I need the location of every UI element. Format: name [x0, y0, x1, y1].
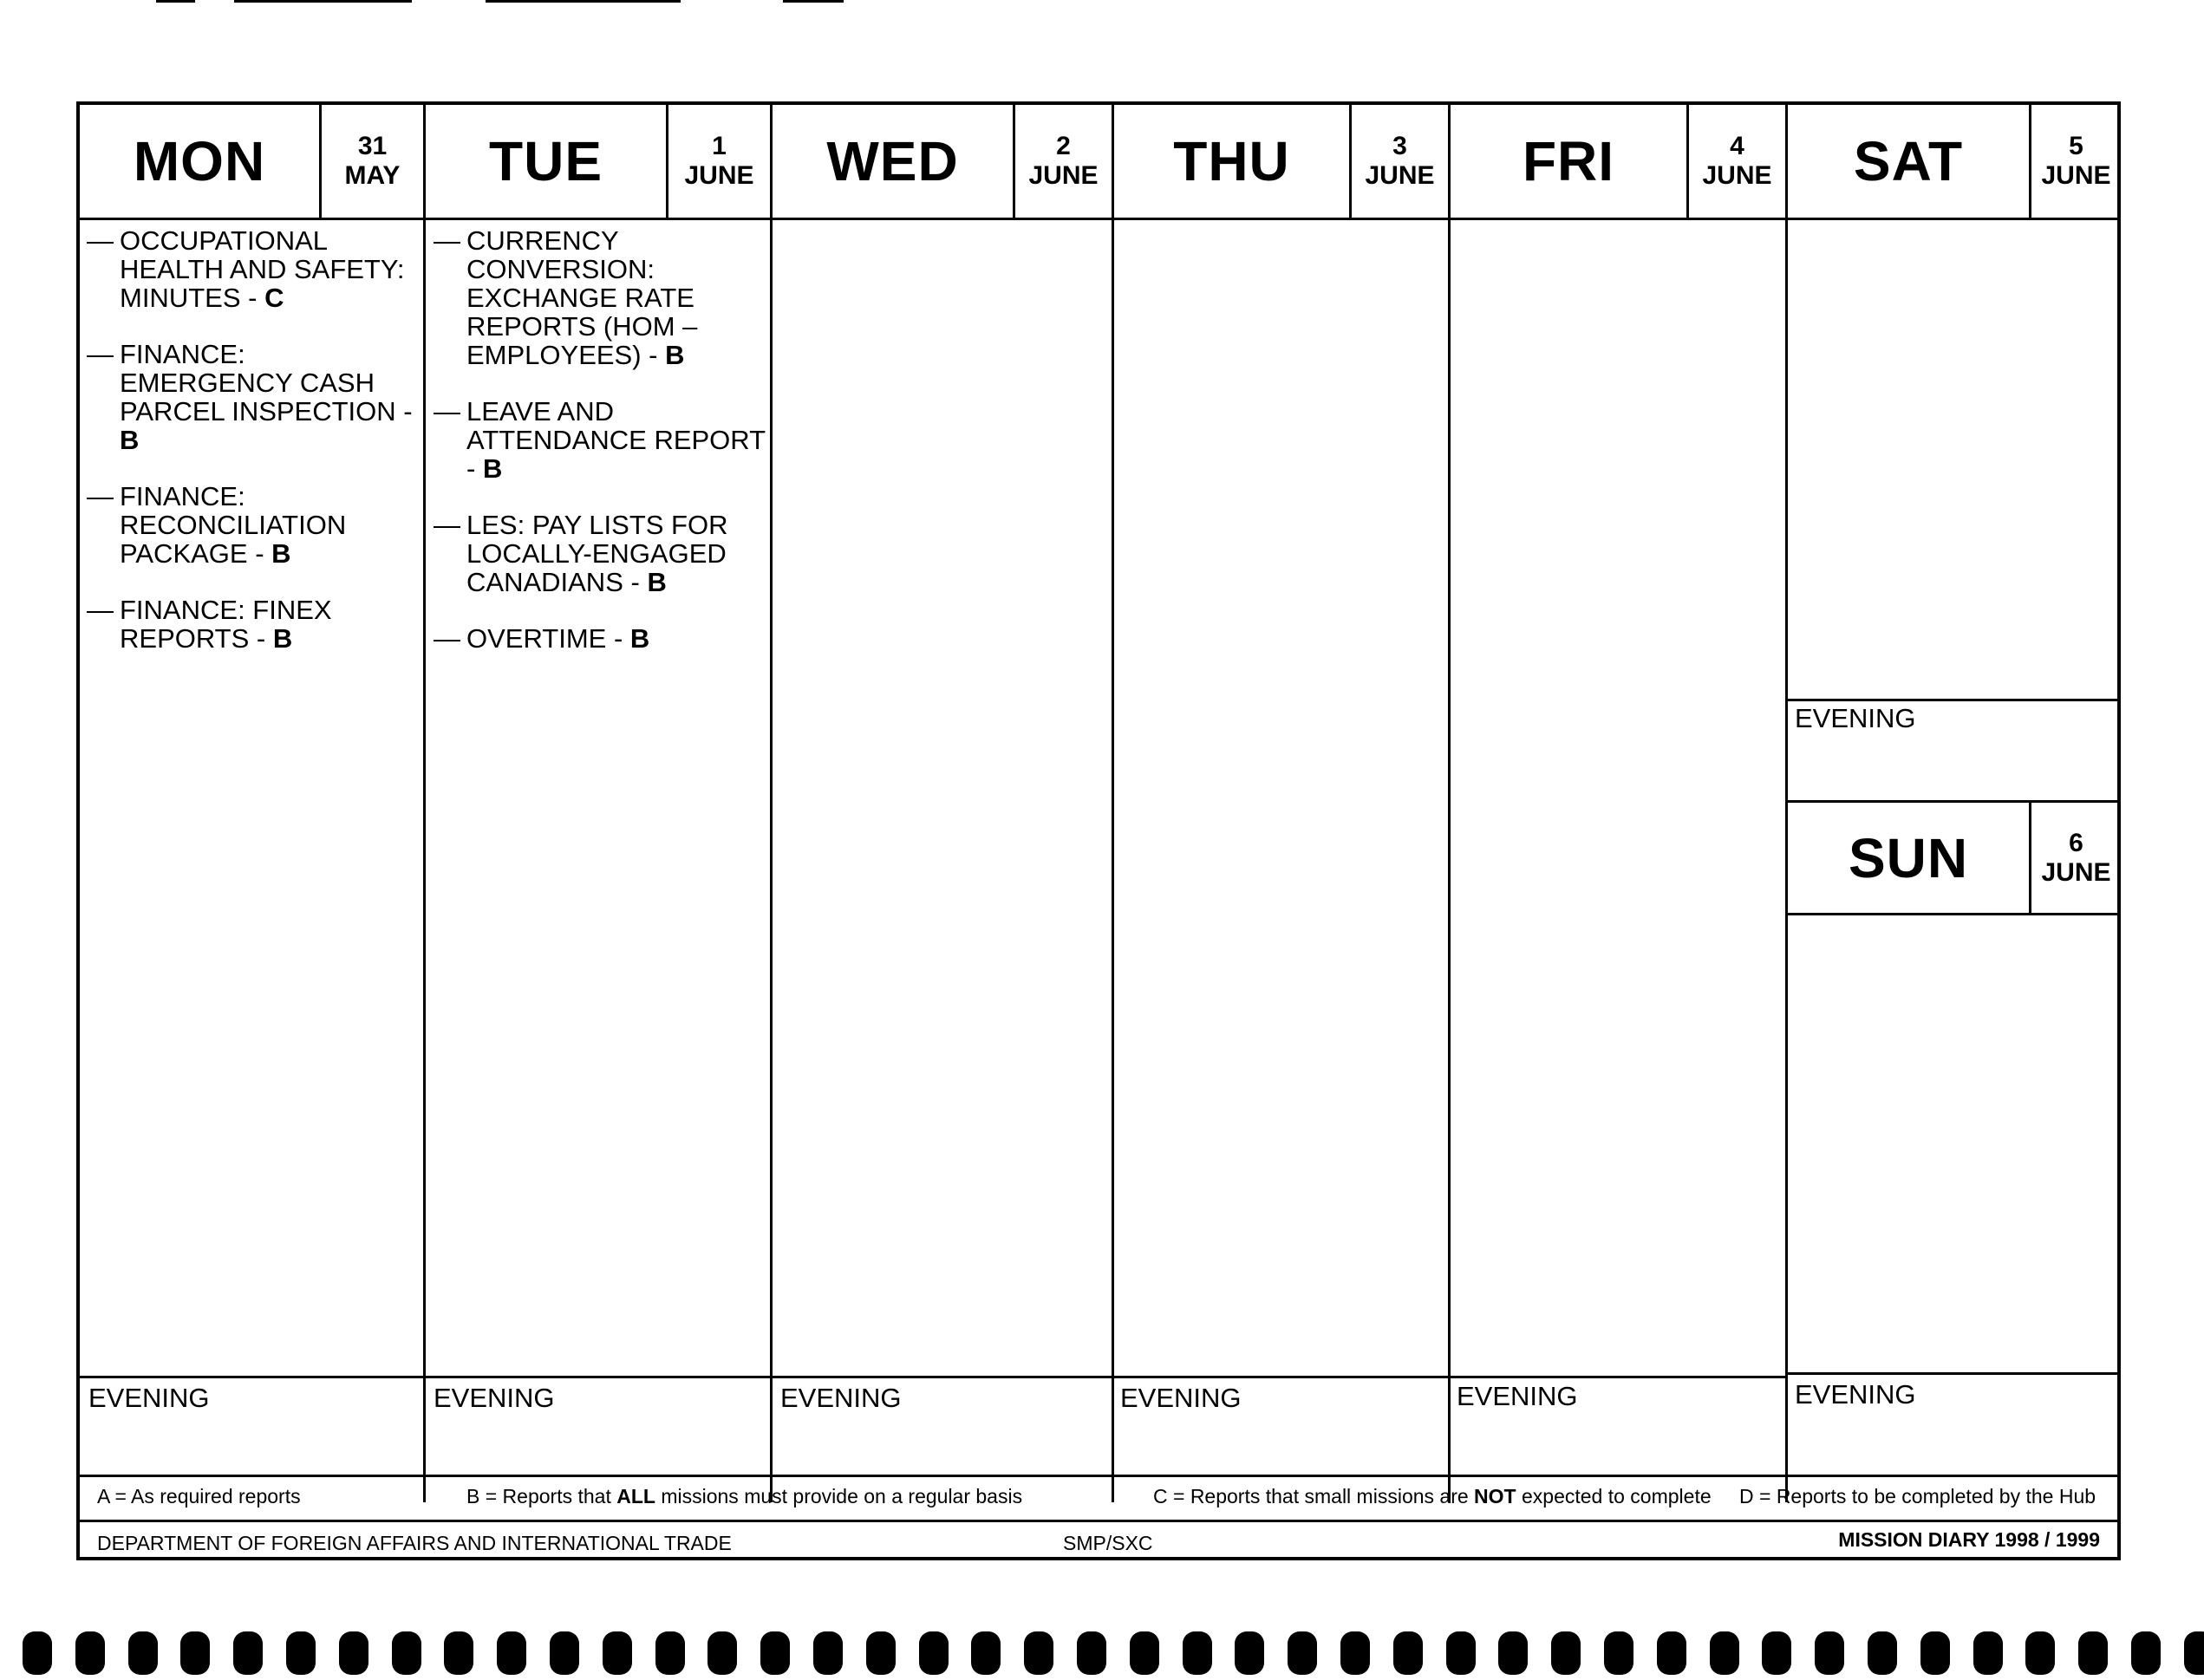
- day-name-fri: FRI: [1522, 130, 1615, 192]
- day-date-sat: [2031, 105, 2121, 218]
- binding-hole: [1024, 1631, 1053, 1675]
- weekly-diary-page: [76, 101, 2121, 1560]
- binding-hole: [1762, 1631, 1791, 1675]
- day-name-wed: WED: [826, 130, 959, 192]
- binding-hole: [760, 1631, 790, 1675]
- top-edge-mark: [486, 0, 681, 3]
- sun-header-bottom-rule: [1785, 913, 2121, 915]
- legend-c-emphasis: NOT: [1474, 1485, 1516, 1507]
- binding-hole: [1710, 1631, 1739, 1675]
- entry-text: OCCUPATIONAL HEALTH AND SAFETY: MINUTES -: [120, 225, 405, 313]
- day-date-mon: [322, 105, 423, 218]
- column-divider: [423, 105, 426, 1502]
- evening-label-sat: EVENING: [1795, 703, 1916, 733]
- spiral-binding-holes: [23, 1631, 2204, 1675]
- department-name: DEPARTMENT OF FOREIGN AFFAIRS AND INTERNATIONAL TRADE: [97, 1532, 732, 1554]
- binding-hole: [1498, 1631, 1528, 1675]
- legend-c: [1153, 1485, 1712, 1508]
- binding-hole: [655, 1631, 685, 1675]
- binding-hole: [1657, 1631, 1686, 1675]
- evening-label-tue: EVENING: [434, 1383, 555, 1413]
- binding-hole: [1920, 1631, 1950, 1675]
- day-date-wed: [1015, 105, 1112, 218]
- binding-hole: [1868, 1631, 1897, 1675]
- binding-hole: [1551, 1631, 1581, 1675]
- day-name-mon: MON: [133, 130, 266, 192]
- form-code: SMP/SXC: [1063, 1532, 1153, 1554]
- day-name-sun: SUN: [1848, 826, 1969, 889]
- legend-b-prefix: B = Reports that: [466, 1485, 617, 1507]
- binding-hole: [919, 1631, 949, 1675]
- date-month: JUNE: [684, 161, 754, 190]
- top-edge-mark: [234, 0, 412, 3]
- binding-hole: [180, 1631, 210, 1675]
- binding-hole: [2078, 1631, 2108, 1675]
- page-footer: [80, 1520, 2117, 1554]
- binding-hole: [1393, 1631, 1423, 1675]
- binding-hole: [286, 1631, 316, 1675]
- entry-text: LES: PAY LISTS FOR LOCALLY-ENGAGED CANADIANS -: [466, 510, 728, 597]
- binding-hole: [2184, 1631, 2204, 1675]
- date-number: 2: [1056, 132, 1071, 160]
- binding-hole: [339, 1631, 368, 1675]
- evening-label-sun: EVENING: [1795, 1379, 1916, 1410]
- binding-hole: [1183, 1631, 1212, 1675]
- tue-entries-list: [434, 226, 767, 680]
- binding-hole: [550, 1631, 579, 1675]
- binding-hole: [2025, 1631, 2055, 1675]
- binding-hole: [1288, 1631, 1317, 1675]
- evening-label-wed: EVENING: [780, 1383, 902, 1413]
- sat-evening-rule: [1785, 699, 2121, 701]
- legend-c-prefix: C = Reports that small missions are: [1153, 1485, 1475, 1507]
- list-item: [87, 340, 421, 454]
- legend-rule: [80, 1475, 2117, 1477]
- evening-rule: [80, 1376, 1788, 1378]
- report-code: B: [272, 623, 293, 654]
- header-rule: [80, 218, 2117, 220]
- report-code: B: [120, 425, 140, 455]
- date-number: 31: [357, 132, 388, 160]
- report-code: C: [264, 283, 284, 313]
- binding-hole: [1235, 1631, 1264, 1675]
- binding-hole: [233, 1631, 263, 1675]
- binding-hole: [707, 1631, 737, 1675]
- top-edge-mark: [156, 0, 195, 3]
- binding-hole: [1130, 1631, 1159, 1675]
- binding-hole: [813, 1631, 843, 1675]
- day-date-thu: [1352, 105, 1448, 218]
- entry-text: FINANCE: FINEX REPORTS -: [120, 595, 332, 654]
- report-code-legend: [80, 1478, 2117, 1513]
- list-item: [434, 511, 767, 596]
- date-month: JUNE: [1702, 161, 1772, 190]
- binding-hole: [497, 1631, 526, 1675]
- binding-hole: [1340, 1631, 1370, 1675]
- date-number: 4: [1730, 132, 1744, 160]
- report-code: B: [629, 623, 650, 654]
- day-date-fri: [1689, 105, 1785, 218]
- legend-b-emphasis: ALL: [616, 1485, 655, 1507]
- binding-hole: [1815, 1631, 1844, 1675]
- date-number: 3: [1392, 132, 1407, 160]
- evening-label-thu: EVENING: [1120, 1383, 1242, 1413]
- legend-b-suffix: missions must provide on a regular basis: [655, 1485, 1023, 1507]
- binding-hole: [1446, 1631, 1476, 1675]
- day-name-tue: TUE: [489, 130, 603, 192]
- binding-hole: [75, 1631, 105, 1675]
- date-month: JUNE: [1365, 161, 1435, 190]
- report-code: B: [482, 453, 503, 484]
- binding-hole: [128, 1631, 158, 1675]
- list-item: [434, 397, 767, 483]
- list-item: [434, 624, 767, 653]
- binding-hole: [866, 1631, 896, 1675]
- binding-hole: [971, 1631, 1001, 1675]
- date-number: 5: [2069, 132, 2083, 160]
- column-divider: [770, 105, 773, 1502]
- binding-hole: [603, 1631, 632, 1675]
- binding-hole: [1604, 1631, 1633, 1675]
- binding-hole: [1077, 1631, 1106, 1675]
- entry-text: FINANCE: RECONCILIATION PACKAGE -: [120, 481, 347, 569]
- day-date-sun: [2031, 803, 2121, 913]
- column-divider: [1112, 105, 1114, 1502]
- list-item: [87, 226, 421, 312]
- legend-b: [466, 1485, 1022, 1508]
- entry-text: CURRENCY CONVERSION: EXCHANGE RATE REPORTS (HOM – EMPLOYEES) -: [466, 225, 698, 370]
- evening-label-fri: EVENING: [1457, 1381, 1578, 1411]
- binding-hole: [2131, 1631, 2161, 1675]
- mon-entries-list: [87, 226, 421, 680]
- entry-text: LEAVE AND ATTENDANCE REPORT -: [466, 396, 766, 484]
- date-month: JUNE: [1028, 161, 1099, 190]
- date-month: MAY: [344, 161, 401, 190]
- diary-title: MISSION DIARY 1998 / 1999: [1838, 1528, 2100, 1551]
- date-number: 1: [712, 132, 727, 160]
- report-code: B: [665, 340, 685, 370]
- sun-evening-rule: [1785, 1372, 2121, 1375]
- legend-a: A = As required reports: [97, 1485, 301, 1507]
- list-item: [87, 596, 421, 653]
- binding-hole: [1973, 1631, 2003, 1675]
- day-name-thu: THU: [1173, 130, 1290, 192]
- binding-hole: [392, 1631, 421, 1675]
- entry-text: FINANCE: EMERGENCY CASH PARCEL INSPECTION -: [120, 339, 413, 427]
- date-number: 6: [2069, 828, 2083, 857]
- legend-c-suffix: expected to complete: [1516, 1485, 1712, 1507]
- report-code: B: [271, 538, 291, 569]
- entry-text: OVERTIME -: [466, 623, 623, 654]
- evening-label-mon: EVENING: [88, 1383, 210, 1413]
- date-month: JUNE: [2041, 161, 2111, 190]
- binding-hole: [444, 1631, 473, 1675]
- report-code: B: [647, 567, 667, 597]
- day-date-tue: [668, 105, 770, 218]
- day-name-sat: SAT: [1853, 130, 1964, 192]
- list-item: [87, 482, 421, 568]
- column-divider: [1448, 105, 1451, 1502]
- list-item: [434, 226, 767, 369]
- binding-hole: [23, 1631, 52, 1675]
- legend-d: D = Reports to be completed by the Hub: [1739, 1485, 2096, 1507]
- date-month: JUNE: [2041, 857, 2111, 887]
- top-edge-mark: [783, 0, 844, 3]
